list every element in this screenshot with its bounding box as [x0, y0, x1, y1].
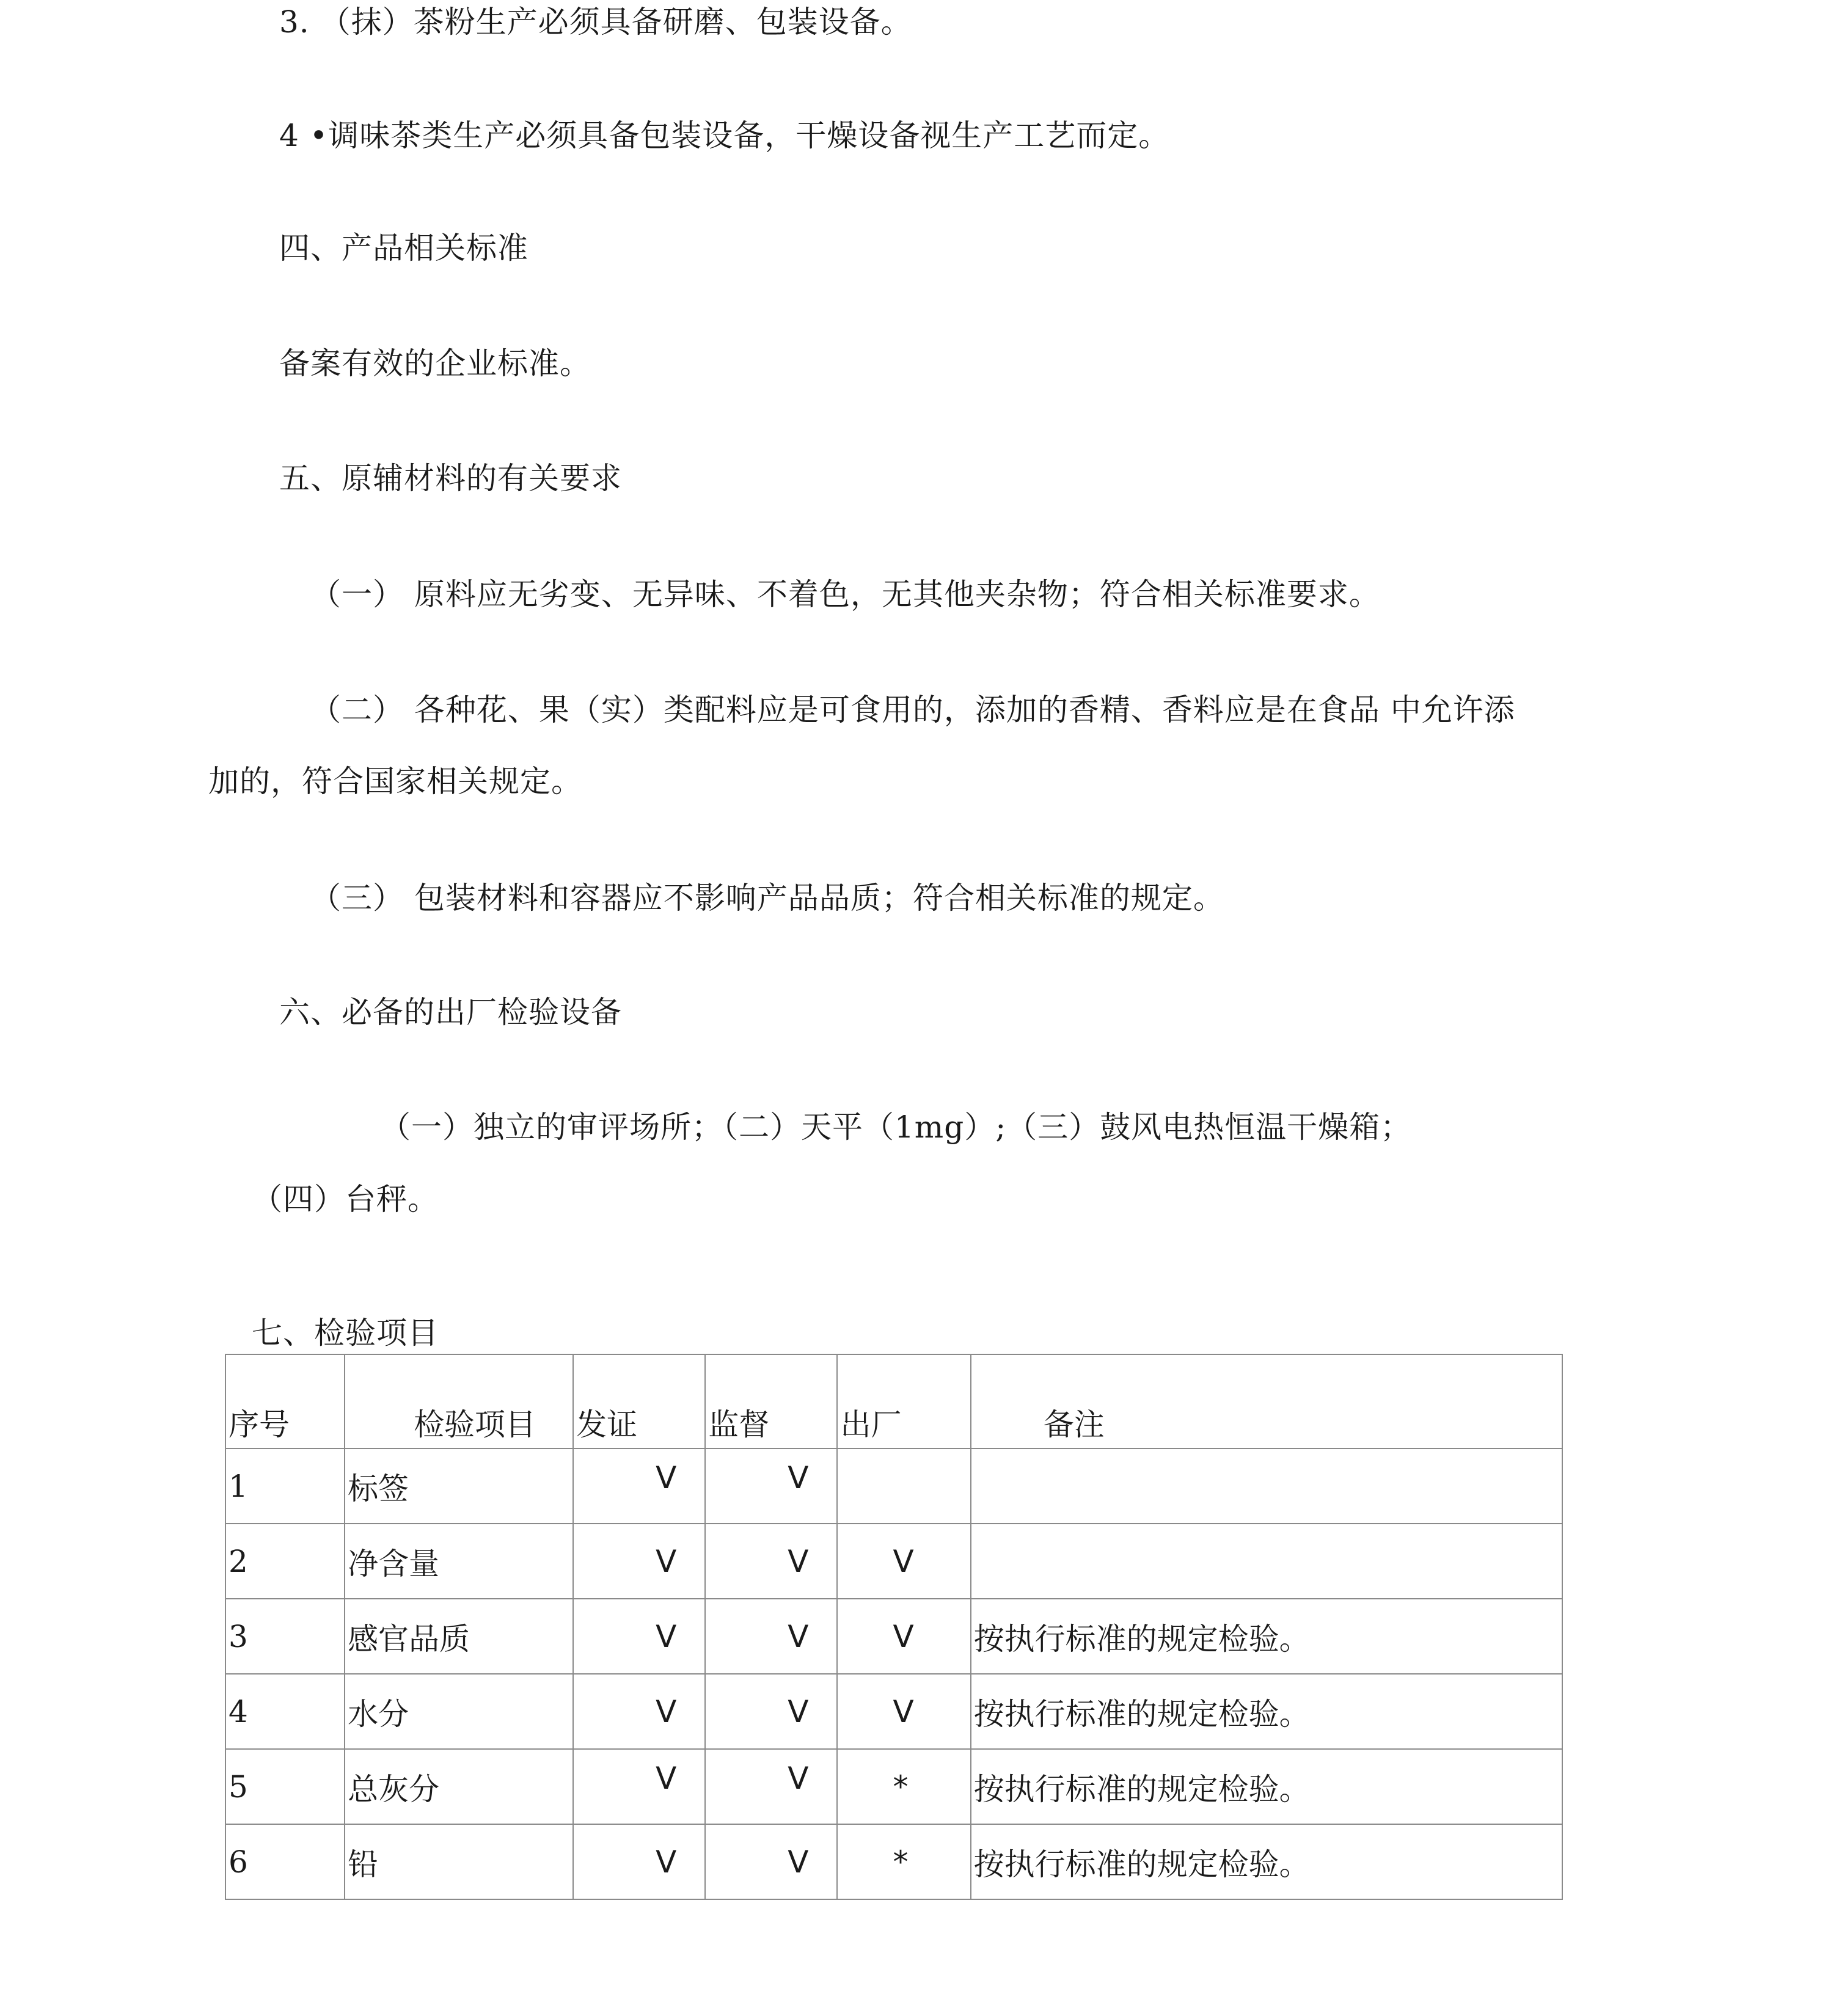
table-row: [225, 1599, 1562, 1674]
cell-item: 标签: [345, 1448, 573, 1524]
cell-chuchang: [837, 1824, 970, 1899]
cell-beizhu: 按执行标准的规定检验。: [971, 1749, 1562, 1824]
cell-item: 总灰分: [345, 1749, 573, 1824]
cell-no: 5: [225, 1749, 345, 1824]
header-jiandu: 监督: [705, 1354, 837, 1448]
table-row: [225, 1448, 1562, 1524]
inspection-items-table: [225, 1354, 1563, 1900]
check-mark: V: [893, 1693, 914, 1729]
check-mark: V: [893, 1543, 914, 1579]
check-mark: V: [788, 1760, 809, 1796]
check-mark: V: [656, 1760, 677, 1796]
list-item-4: 4 •调味茶类生产必须具备包装设备，干燥设备视生产工艺而定。: [279, 118, 1170, 153]
cell-item: 铅: [345, 1824, 573, 1899]
table-row: [225, 1524, 1562, 1599]
asterisk-mark: *: [893, 1844, 909, 1880]
asterisk-mark: *: [893, 1769, 909, 1805]
cell-fazheng: [573, 1824, 705, 1899]
material-requirement-1: （一） 原料应无劣变、无异味、不着色，无其他夹杂物；符合相关标准要求。: [310, 577, 1380, 612]
cell-no: 1: [225, 1448, 345, 1524]
check-mark: V: [893, 1618, 914, 1654]
header-item: 检验项目: [345, 1354, 573, 1448]
section-heading-5: 五、原辅材料的有关要求: [279, 461, 622, 496]
cell-chuchang: [837, 1524, 970, 1599]
cell-fazheng: [573, 1749, 705, 1824]
cell-chuchang: [837, 1448, 970, 1524]
cell-jiandu: [705, 1674, 837, 1749]
cell-chuchang: [837, 1749, 970, 1824]
check-mark: V: [656, 1543, 677, 1579]
cell-item: 感官品质: [345, 1599, 573, 1674]
table-row: [225, 1674, 1562, 1749]
check-mark: V: [656, 1844, 677, 1880]
header-no: 序号: [225, 1354, 345, 1448]
cell-jiandu: [705, 1749, 837, 1824]
check-mark: V: [656, 1459, 677, 1496]
cell-beizhu: [971, 1448, 1562, 1524]
cell-fazheng: [573, 1599, 705, 1674]
header-chuchang: 出厂: [837, 1354, 970, 1448]
cell-no: 2: [225, 1524, 345, 1599]
header-beizhu: 备注: [971, 1354, 1562, 1448]
equipment-list-continued: （四）台秤。: [252, 1181, 439, 1217]
table-row: [225, 1749, 1562, 1824]
material-requirement-2-continued: 加的，符合国家相关规定。: [208, 764, 582, 799]
section-heading-4: 四、产品相关标准: [279, 230, 528, 266]
check-mark: V: [788, 1618, 809, 1654]
cell-fazheng: [573, 1524, 705, 1599]
cell-jiandu: [705, 1599, 837, 1674]
cell-no: 4: [225, 1674, 345, 1749]
table-header-row: [225, 1354, 1562, 1448]
cell-item: 净含量: [345, 1524, 573, 1599]
cell-beizhu: [971, 1524, 1562, 1599]
section-heading-7: 七、检验项目: [252, 1315, 439, 1351]
check-mark: V: [788, 1459, 809, 1496]
cell-no: 3: [225, 1599, 345, 1674]
check-mark: V: [788, 1693, 809, 1729]
cell-fazheng: [573, 1448, 705, 1524]
cell-jiandu: [705, 1524, 837, 1599]
check-mark: V: [656, 1693, 677, 1729]
section-4-text: 备案有效的企业标准。: [279, 346, 591, 381]
cell-chuchang: [837, 1599, 970, 1674]
equipment-list: （一）独立的审评场所；（二）天平（1mg）;（三）鼓风电热恒温干燥箱；: [380, 1109, 1412, 1145]
check-mark: V: [656, 1618, 677, 1654]
cell-beizhu: 按执行标准的规定检验。: [971, 1674, 1562, 1749]
material-requirement-3: （三） 包装材料和容器应不影响产品品质；符合相关标准的规定。: [310, 880, 1224, 916]
cell-fazheng: [573, 1674, 705, 1749]
material-requirement-2: （二） 各种花、果（实）类配料应是可食用的，添加的香精、香料应是在食品 中允许添: [310, 692, 1515, 728]
table-row: [225, 1824, 1562, 1899]
check-mark: V: [788, 1844, 809, 1880]
cell-beizhu: 按执行标准的规定检验。: [971, 1599, 1562, 1674]
cell-jiandu: [705, 1824, 837, 1899]
cell-chuchang: [837, 1674, 970, 1749]
header-fazheng: 发证: [573, 1354, 705, 1448]
section-heading-6: 六、必备的出厂检验设备: [279, 995, 622, 1030]
check-mark: V: [788, 1543, 809, 1579]
cell-jiandu: [705, 1448, 837, 1524]
cell-beizhu: 按执行标准的规定检验。: [971, 1824, 1562, 1899]
list-item-3: 3. （抹）茶粉生产必须具备研磨、包装设备。: [279, 4, 912, 40]
cell-item: 水分: [345, 1674, 573, 1749]
cell-no: 6: [225, 1824, 345, 1899]
